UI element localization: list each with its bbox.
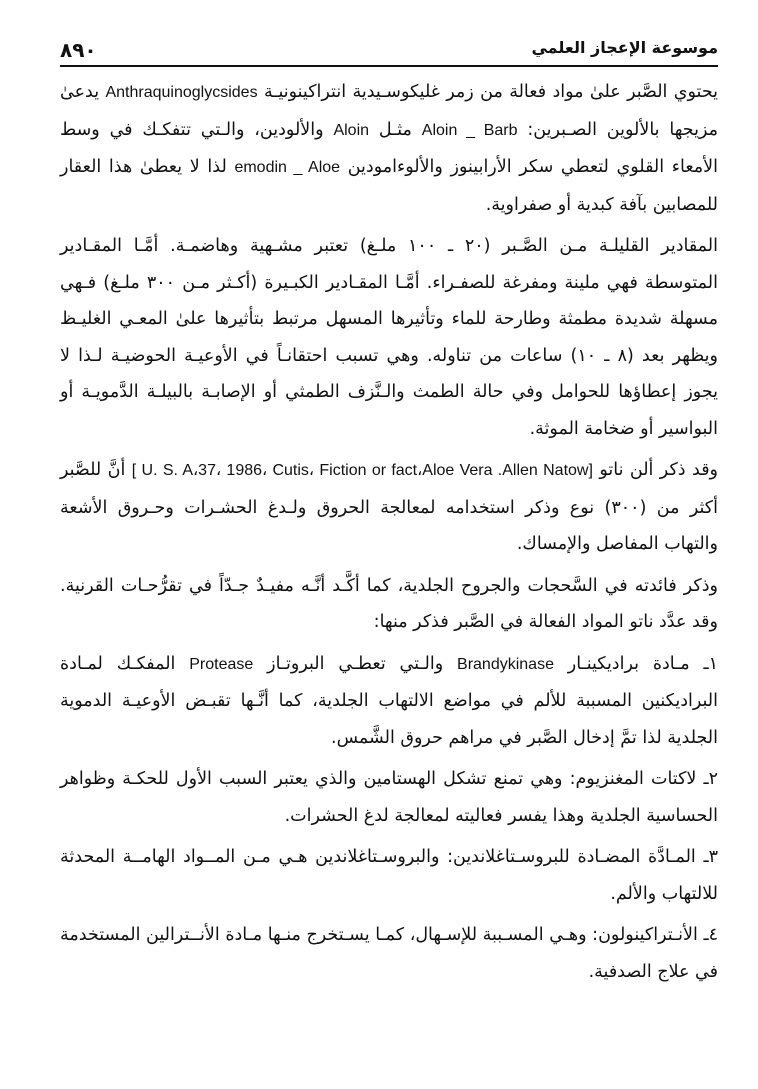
paragraph-benefits: وذكر فائدته في السَّحجات والجروح الجلدية، كما أكَّـد أنَّـه مفيـدٌ جـدّاً في تقرُّحـات القرنية. وقد عدَّد ناتو المواد الفعالة في الصَّبر فذكر منها:	[60, 575, 718, 632]
page-header	[60, 30, 718, 64]
paragraph-aloe-compounds: يحتوي الصَّبر علىٰ مواد فعالة من زمر غليكوسـيدية انتراكينونيـة Anthraquinoglycsides يدعىٰ مزيجها بالألوين الصـبرين: Aloin _ Barb مثـل Aloin والألودين، والـتي تتفكـك في وسط الأمعاء القلوي لتعطي سكر الأرابينوز والألوءامودين emodin _ Aloe لذا لا يعطىٰ هذا العقار للمصابين بآفة كبدية أو صفراوية.	[60, 82, 718, 215]
list-item-2: ٢ـ لاكتات المغنزيوم: وهي تمنع تشكل الهستامين والذي يعتبر السبب الأول للحكـة وظواهر الحساسية الجلدية وهذا يفسر فعاليته لمعالجة لدغ الحشرات.	[60, 769, 718, 826]
page-number: ٨٩٠	[60, 38, 97, 62]
list-item-1: ١ـ مـادة براديكينـار Brandykinase والـتي تعطـي البروتـاز Protease المفكـك لمـادة البراديكنين المسببة للألم في مواضع الالتهاب الجلدية، كما أنَّـها تقبـض الأوعيـة الدموية الجلدية لذا تمَّ إدخال الصَّبر في مراهم حروق الشَّمس.	[60, 653, 718, 748]
list-item-4: ٤ـ الأنـتراكينولون: وهـي المسـببة للإسـهال، كمـا يسـتخرج منـها مـادة الأنــترالين المستخدمة في علاج الصدفية.	[60, 925, 718, 982]
citation: [ U. S. A،37، 1986، Cutis، Fiction or fact،Aloe Vera .Allen Natow]	[131, 462, 593, 479]
paragraph-dosages: المقادير القليلـة مـن الصَّـبر (٢٠ ـ ١٠٠ ملـغ) تعتبر مشـهية وهاضمـة. أمَّـا المقـادير المتوسطة فهي ملينة ومفرغة للصفـراء. أمَّـا المقـادير الكبـيرة (أكـثر مـن ٣٠٠ ملـغ) فـهي مسهلة شديدة مطمثة وطارحة للماء وتأثيرها المسهل مرتبط بتأثيرها علىٰ المعـي الغليـظ ويظهر بعد (٨ ـ ١٠) ساعات من تناوله. وهي تسبب احتقانـاً في الأوعيـة الحوضيـة لـذا لا يجوز إعطاؤها للحوامل وفي حالة الطمث والـنَّزف الطمثي أو الإصابـة بالبيلـة الدَّمويـة أو البواسير أو ضخامة الموثة.	[60, 236, 718, 439]
header-rule	[60, 65, 718, 67]
paragraph-natow-reference: وقد ذكر ألن ناتو [ U. S. A،37، 1986، Cutis، Fiction or fact،Aloe Vera .Allen Natow] أنَّ للصَّبر أكثر من (٣٠٠) نوع وذكر استخدامه لمعالجة الحروق ولـدغ الحشـرات وحـروق الأشعة والتهاب المفاصل والإمساك.	[60, 460, 719, 554]
page-body	[60, 74, 718, 995]
book-title: موسوعة الإعجاز العلمي	[531, 38, 718, 57]
list-item-3: ٣ـ المـادَّة المضـادة للبروسـتاغلاندين: والبروسـتاغلاندين هـي مـن المــواد الهامــة المحدثة للالتهاب والألم.	[60, 847, 718, 904]
